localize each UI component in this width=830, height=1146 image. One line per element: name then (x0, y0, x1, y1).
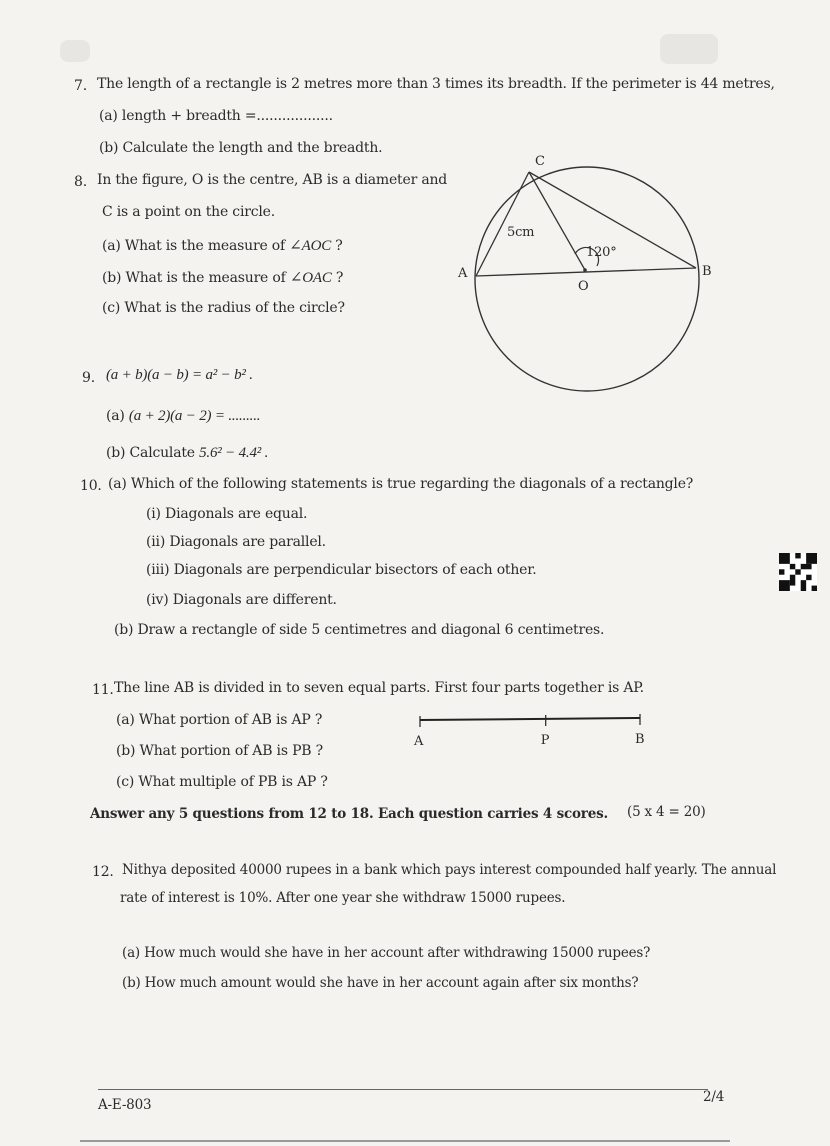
question-text-line2: rate of interest is 10%. After one year she withdraw 15000 rupees. (120, 890, 566, 906)
algebraic-identity: (a + b)(a − b) = a² − b² . (106, 367, 253, 383)
question-text-line1: Nithya deposited 40000 rupees in a bank which pays interest compounded half yearly. The annual (122, 862, 777, 878)
label-p: P (540, 733, 550, 748)
page-number: 2/4 (703, 1089, 725, 1105)
sub-question-a: (a) Which of the following statements is true regarding the diagonals of a rectangle? (108, 476, 694, 492)
question-text-line2: C is a point on the circle. (102, 204, 275, 220)
question-number: 12. (92, 864, 114, 880)
sub-question-c: (c) What multiple of PB is AP ? (116, 774, 328, 790)
label-a: A (458, 266, 468, 281)
option-3: (iii) Diagonals are perpendicular bisectors of each other. (146, 562, 537, 578)
section-instruction: Answer any 5 questions from 12 to 18. Each question carries 4 scores. (90, 806, 608, 822)
sub-question-b-label: (b) Calculate (106, 445, 200, 461)
sub-question-a: (a) How much would she have in her account after withdrawing 15000 rupees? (122, 945, 651, 961)
sub-question-a-label: (a) (106, 408, 129, 424)
side-length-label: 5cm (507, 225, 535, 240)
section-score: (5 x 4 = 20) (627, 804, 706, 820)
sub-question-b-text: (b) What is the measure of (102, 270, 290, 286)
label-b: B (635, 732, 645, 747)
sub-question-a-text: (a) What is the measure of (102, 238, 290, 254)
question-mark: ? (331, 270, 344, 286)
question-text-line1: In the figure, O is the centre, AB is a diameter and (97, 172, 448, 188)
sub-question-c: (c) What is the radius of the circle? (102, 300, 345, 316)
question-number: 10. (80, 478, 102, 494)
sub-question-a: (a) What portion of AB is AP ? (116, 712, 323, 728)
question-text: The length of a rectangle is 2 metres more than 3 times its breadth. If the perimeter is 44 metres, (97, 76, 775, 92)
question-mark: ? (331, 238, 343, 254)
expression-a: (a + 2)(a − 2) = ......... (128, 408, 261, 424)
line-ab (420, 718, 640, 720)
label-a: A (414, 734, 424, 749)
question-text: The line AB is divided in to seven equal parts. First four parts together is AP. (114, 680, 644, 696)
sub-question-a: (a) length + breadth =.................. (99, 108, 333, 124)
sub-question-b: (b) Draw a rectangle of side 5 centimetres and diagonal 6 centimetres. (114, 622, 605, 638)
paper-code: A-E-803 (98, 1097, 152, 1113)
sub-question-b: (b) What portion of AB is PB ? (116, 743, 323, 759)
bottom-edge-shadow (80, 1140, 730, 1142)
question-number: 8. (74, 174, 87, 190)
footer-divider (98, 1089, 708, 1090)
label-o: O (578, 279, 589, 294)
angle-oac: ∠OAC (289, 270, 332, 286)
sub-question-b: (b) How much amount would she have in her account again after six months? (122, 975, 639, 991)
option-1: (i) Diagonals are equal. (146, 506, 308, 522)
angle-aoc: ∠AOC (289, 238, 332, 254)
sub-question-b: (b) Calculate the length and the breadth. (99, 140, 383, 156)
option-4: (iv) Diagonals are different. (146, 592, 337, 608)
question-number: 7. (74, 78, 87, 94)
question-number: 11. (92, 682, 114, 698)
label-c: C (535, 154, 545, 169)
expression-b: 5.6² − 4.4² . (199, 445, 269, 461)
label-b: B (702, 264, 712, 279)
option-2: (ii) Diagonals are parallel. (146, 534, 326, 550)
angle-label: 120° (586, 245, 617, 260)
question-number: 9. (82, 370, 95, 386)
